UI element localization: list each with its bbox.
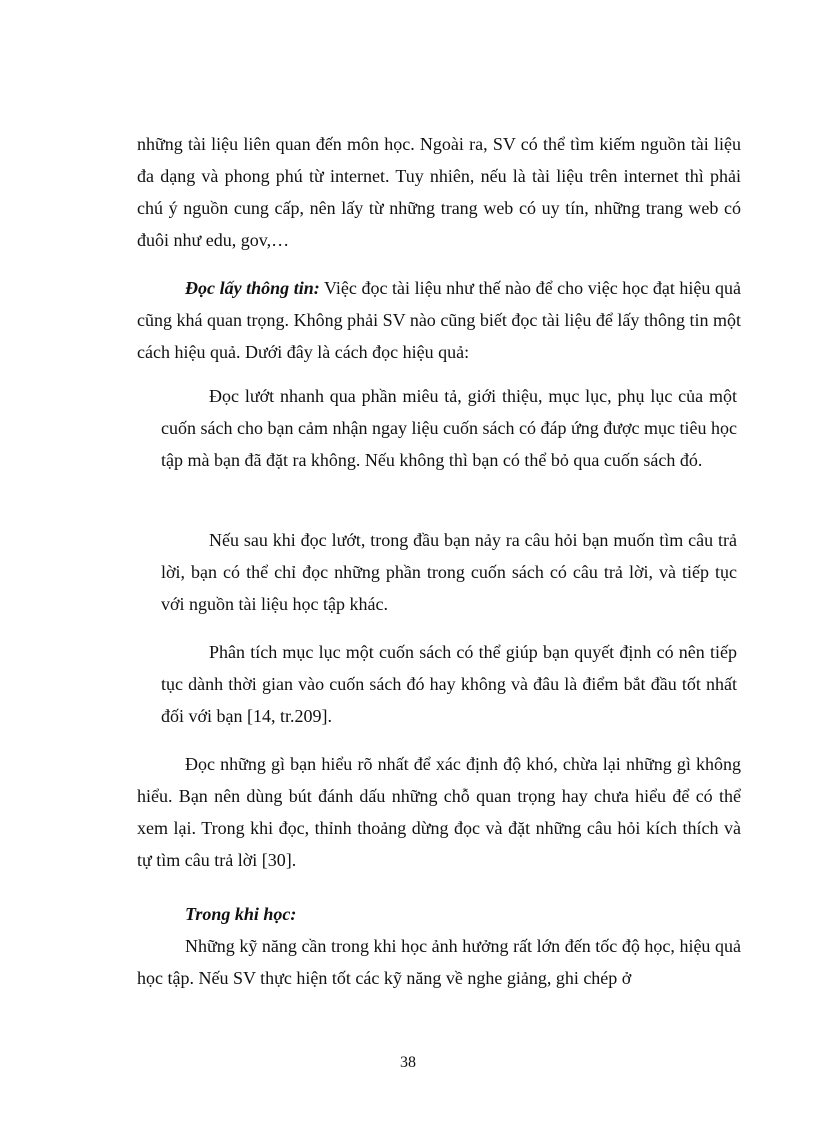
paragraph-reading-info	[137, 272, 741, 368]
quote-table-of-contents: Phân tích mục lục một cuốn sách có thể giúp bạn quyết định có nên tiếp tục dành thời gian vào cuốn sách đó hay không và đâu là điểm bắt đầu tốt nhất đối với bạn [14, tr.209].	[161, 642, 737, 726]
paragraph-continuation: những tài liệu liên quan đến môn học. Ngoài ra, SV có thể tìm kiếm nguồn tài liệu đa dạng và phong phú từ internet. Tuy nhiên, nếu là tài liệu trên internet thì phải chú ý nguồn cung cấp, nên lấy từ những trang web có uy tín, những trang web có đuôi như edu, gov,…	[137, 134, 741, 250]
section-heading-reading: Đọc lấy thông tin:	[185, 278, 320, 298]
paragraph-reading-body: Việc đọc tài liệu như thế nào để cho việc học đạt hiệu quả cũng khá quan trọng. Không phải SV nào cũng biết đọc tài liệu để lấy thông tin một cách hiệu quả. Dưới đây là cách đọc hiệu quả:	[137, 278, 741, 362]
paragraph-reading-strategy: Đọc những gì bạn hiểu rõ nhất để xác định độ khó, chừa lại những gì không hiểu. Bạn nên dùng bút đánh dấu những chỗ quan trọng hay chưa hiểu để có thể xem lại. Trong khi đọc, thỉnh thoảng dừng đọc và đặt những câu hỏi kích thích và tự tìm câu trả lời [30].	[137, 754, 741, 870]
quote-after-skimming: Nếu sau khi đọc lướt, trong đầu bạn nảy ra câu hỏi bạn muốn tìm câu trả lời, bạn có thể chỉ đọc những phần trong cuốn sách có câu trả lời, và tiếp tục với nguồn tài liệu học tập khác.	[161, 530, 737, 614]
quote-skim-reading: Đọc lướt nhanh qua phần miêu tả, giới thiệu, mục lục, phụ lục của một cuốn sách cho bạn cảm nhận ngay liệu cuốn sách có đáp ứng được mục tiêu học tập mà bạn đã đặt ra không. Nếu không thì bạn có thể bỏ qua cuốn sách đó.	[161, 386, 737, 470]
section-heading-during-study: Trong khi học:	[185, 904, 297, 924]
page-number: 38	[400, 1054, 416, 1071]
paragraph-during-study: Những kỹ năng cần trong khi học ảnh hưởng rất lớn đến tốc độ học, hiệu quả học tập. Nếu SV thực hiện tốt các kỹ năng về nghe giảng, ghi chép ở	[137, 936, 741, 988]
